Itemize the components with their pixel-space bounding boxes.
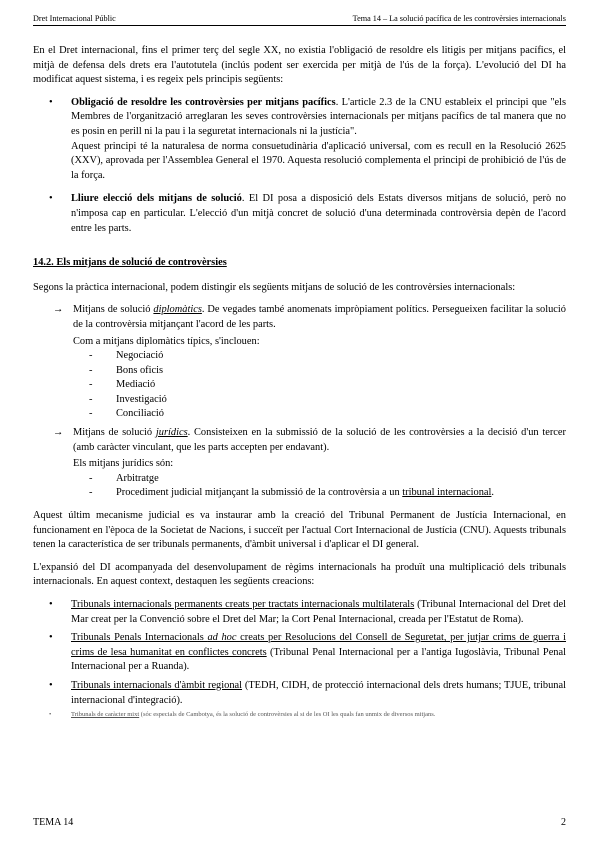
page-footer [33, 817, 566, 828]
creation-item [33, 679, 566, 708]
bullet-icon: • [49, 96, 53, 108]
bullet-icon: • [49, 193, 53, 205]
creation-title: Tribunals internacionals d'àmbit regional [71, 679, 243, 691]
principle-title: Lliure elecció dels mitjans de solució [71, 193, 242, 205]
juridical-prefix: Mitjans de solució [73, 427, 156, 439]
diplomatic-prefix: Mitjans de solució [73, 304, 154, 316]
section-title: 14.2. Els mitjans de solució de controvèrsies [33, 257, 227, 269]
juridical-means [33, 426, 566, 455]
diplomatic-list-intro: Com a mitjans diplomàtics típics, s'inclouen: [73, 335, 260, 347]
list-item-text: Procediment judicial mitjançant la submissió de la controvèrsia a un [116, 487, 403, 499]
creation-title: Tribunals internacionals permanents creats per tractats internacionals multilaterals [71, 599, 415, 610]
juridical-text: . Consisteixen en la submissió de la solució de les controvèrsies a la decisió d'un tercer (amb caràcter vinculant, que les parts accepten per endavant). [73, 427, 566, 453]
footer-left: TEMA 14 [33, 817, 74, 828]
juridical-list-intro: Els mitjans jurídics són: [73, 458, 174, 470]
principle-text: . L'article 2.3 de la CNU estableix el principi que "els Membres de l'organització arreglaran les seves controvèrsies internacionals per mitjans pacífics de tal manera que no es posin en perill ni la pau i la seguretat internacionals ni la justícia". [71, 96, 566, 137]
list-item [89, 486, 566, 501]
diplomatic-term: diplomàtics [153, 304, 202, 316]
list-item-underlined: tribunal internacional [402, 487, 492, 499]
page-header [33, 14, 566, 26]
diplomatic-means [33, 303, 566, 332]
juridical-list [33, 472, 566, 501]
list-item: - Negociació [89, 349, 566, 364]
principle-title: Obligació de resoldre les controvèrsies per mitjans pacífics [71, 96, 336, 108]
section-intro: Segons la pràctica internacional, podem distingir els següents mitjans de solució de les controvèrsies internacionals: [33, 281, 516, 293]
creation-text: (TEDH, CIDH, de protecció internacional dels drets humans; TJUE, tribunal internacional d'integració). [71, 679, 566, 706]
list-item: - Conciliació [89, 407, 566, 422]
intro-paragraph: En el Dret internacional, fins el primer terç del segle XX, no existia l'obligació de resoldre els litigis per mitjans pacífics, el mitjà de defensa dels drets era l'autotutela (inclús podent ser exercida per mitjà de l'ús de la força). L'evolució del DI ha modificat aquest sistema, i es regeix pels principis següents: [33, 45, 566, 86]
page-number: 2 [561, 817, 566, 828]
arrow-icon: → [53, 427, 64, 439]
principle-item [33, 192, 566, 236]
bullet-icon: • [49, 632, 53, 644]
principle-text: . El DI posa a disposició dels Estats diversos mitjans de solució, però no n'imposa cap en particular. L'elecció d'un mitjà concret de solució d'una determinada controvèrsia depèn de l'acord entre les parts. [71, 193, 566, 234]
note-text: (sóc especials de Cambotya, és la solució de controvèrsies al si de les OI les quals fan unmix de diversos mitjans. [139, 711, 436, 719]
header-right: Tema 14 – La solució pacífica de les controvèrsies internacionals [352, 14, 566, 23]
bullet-icon: • [49, 711, 52, 719]
list-item: - Bons oficis [89, 364, 566, 379]
list-item: - Mediació [89, 378, 566, 393]
list-item: - Investigació [89, 393, 566, 408]
creation-title-italic: ad hoc [207, 632, 237, 644]
tribunal-paragraph: Aquest últim mecanisme judicial es va instaurar amb la creació del Tribunal Permanent de Justícia Internacional, en funcionament en l'època de la Societat de Nacions, i succeït per l'actual Cort Internacional de Justícia (CNU). Aquests tribunals tenen la característica de ser tribunals permanents, d'àmbit universal i d'aplicar el DI general. [33, 510, 566, 551]
creation-text: (Tribunal Internacional del Dret del Mar creat per la Convenció sobre el Dret del Mar; la Cort Penal Internacional, creada per l'Estatut de Roma). [71, 599, 566, 625]
creation-item [33, 631, 566, 675]
juridical-term: jurídics [155, 427, 188, 439]
diplomatic-list [33, 349, 566, 422]
small-note [33, 710, 566, 719]
bullet-icon: • [49, 599, 53, 610]
creation-text: (Tribunal Penal Internacional per a l'antiga Iugoslàvia, Tribunal Penal Internacional per a Ruanda). [71, 646, 566, 673]
list-item-end: . [491, 487, 495, 499]
header-left: Dret Internacional Públic [33, 14, 116, 23]
principle-item [33, 96, 566, 184]
note-title: Tribunals de caràcter mixt [71, 711, 140, 719]
page-content [33, 44, 566, 728]
principle-text-2: Aquest principi té la naturalesa de norma consuetudinària d'aplicació universal, com es recull en la Resolució 2625 (XXV), aprovada per l'Assemblea General el 1970. Aquesta resolució complementa el principi de prohibició de l'ús de la força. [71, 140, 566, 181]
bullet-icon: • [49, 679, 53, 691]
creation-title-cont: creats per Resolucions del Consell de Seguretat, per jutjar crims de guerra i crims de lesa humanitat en conflictes concrets [71, 632, 567, 658]
creation-item [33, 598, 566, 627]
arrow-icon: → [53, 304, 64, 316]
diplomatic-text: . De vegades també anomenats impròpiament polítics. Persegueixen facilitar la solució de la controvèrsia mitjançant l'acord de les parts. [73, 304, 566, 330]
expansion-paragraph: L'expansió del DI acompanyada del desenvolupament de règims internacionals ha produït una multiplicació dels tribunals internacionals. En aquest context, destaquen les següents creacions: [33, 561, 566, 588]
creation-title: Tribunals Penals Internacionals [71, 632, 208, 644]
list-item: - Arbitratge [89, 472, 566, 487]
